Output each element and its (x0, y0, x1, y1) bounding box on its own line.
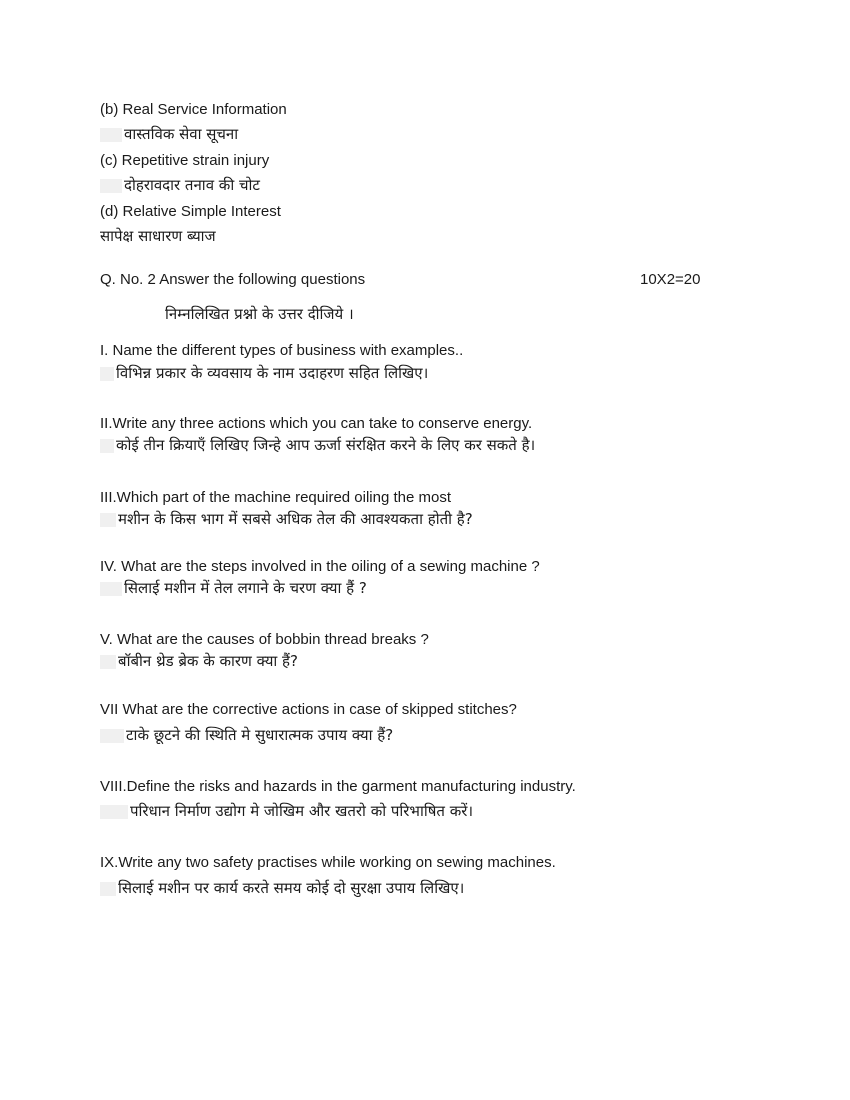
question-6-english: VII What are the corrective actions in case of skipped stitches? (100, 701, 517, 718)
indent-marker (100, 582, 122, 596)
question-1-hindi (100, 366, 428, 381)
question-1-hindi-text: विभिन्न प्रकार के व्यवसाय के नाम उदाहरण सहित लिखिए। (116, 364, 429, 382)
question-8-hindi (100, 881, 464, 896)
indent-marker (100, 805, 128, 819)
indent-marker (100, 439, 114, 453)
section-heading: Q. No. 2 Answer the following questions (100, 271, 366, 288)
indent-marker (100, 128, 122, 142)
option-c-hindi-text: दोहरावदार तनाव की चोट (124, 176, 260, 194)
question-6-hindi-text: टाके छूटने की स्थिति मे सुधारात्मक उपाय क्या हैं? (126, 726, 394, 744)
question-3-hindi (100, 512, 473, 527)
question-2-hindi-text: कोई तीन क्रियाएँ लिखिए जिन्हे आप ऊर्जा संरक्षित करने के लिए कर सकते है। (116, 436, 536, 454)
question-3-english: III.Which part of the machine required oiling the most (100, 489, 452, 506)
question-7-hindi-text: परिधान निर्माण उद्योग मे जोखिम और खतरो को परिभाषित करें। (130, 802, 474, 820)
question-8-english: IX.Write any two safety practises while working on sewing machines. (100, 854, 556, 871)
question-3-hindi-text: मशीन के किस भाग में सबसे अधिक तेल की आवश्यकता होती है? (118, 510, 473, 528)
question-2-english: II.Write any three actions which you can take to conserve energy. (100, 415, 533, 432)
question-5-hindi-text: बॉबीन थ्रेड ब्रेक के कारण क्या हैं? (118, 652, 298, 670)
option-b-hindi-text: वास्तविक सेवा सूचना (124, 125, 239, 143)
option-d-english: (d) Relative Simple Interest (100, 203, 281, 220)
question-2-hindi (100, 438, 535, 453)
option-b-hindi (100, 127, 238, 142)
indent-marker (100, 729, 124, 743)
question-7-english: VIII.Define the risks and hazards in the garment manufacturing industry. (100, 778, 576, 795)
question-8-hindi-text: सिलाई मशीन पर कार्य करते समय कोई दो सुरक्षा उपाय लिखिए। (118, 879, 465, 897)
indent-marker (100, 367, 114, 381)
indent-marker (100, 882, 116, 896)
question-4-hindi-text: सिलाई मशीन में तेल लगाने के चरण क्या हैं ? (124, 579, 367, 597)
section-marks: 10X2=20 (640, 271, 701, 288)
indent-marker (100, 179, 122, 193)
question-4-english: IV. What are the steps involved in the oiling of a sewing machine ? (100, 558, 540, 575)
question-1-english: I. Name the different types of business with examples.. (100, 342, 464, 359)
indent-marker (100, 655, 116, 669)
option-c-hindi (100, 178, 260, 193)
question-4-hindi (100, 581, 367, 596)
option-c-english: (c) Repetitive strain injury (100, 152, 270, 169)
section-heading-hindi: निम्नलिखित प्रश्नो के उत्तर दीजिये । (165, 305, 354, 323)
option-b-english: (b) Real Service Information (100, 101, 287, 118)
question-6-hindi (100, 728, 393, 743)
question-5-hindi (100, 654, 298, 669)
question-5-english: V. What are the causes of bobbin thread breaks ? (100, 631, 429, 648)
indent-marker (100, 513, 116, 527)
option-d-hindi: सापेक्ष साधारण ब्याज (100, 227, 216, 245)
question-7-hindi (100, 804, 473, 819)
